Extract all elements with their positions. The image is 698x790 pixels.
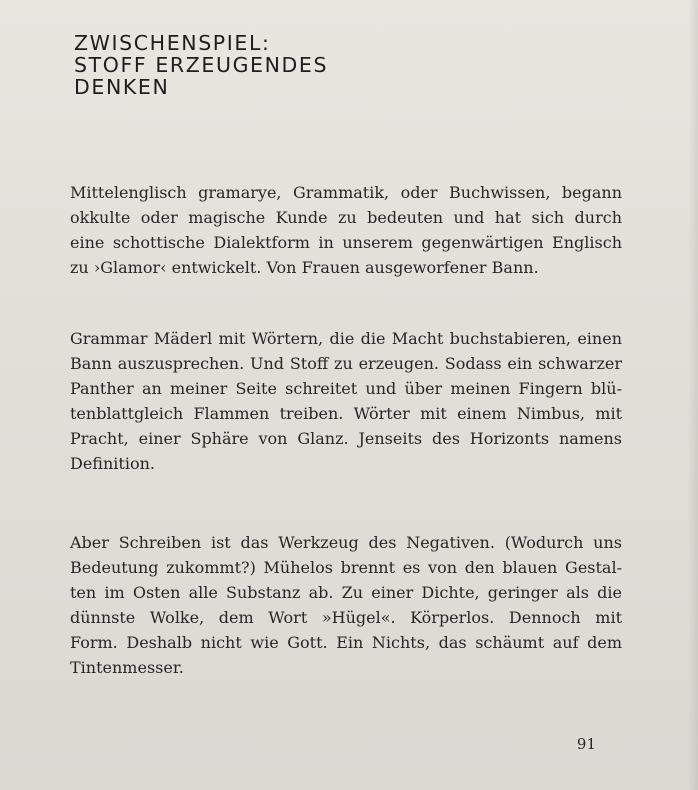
text-line: Tintenmesser. — [70, 658, 184, 677]
text-line: dünnste Wolke, dem Wort »Hügel«. Körperlos. Dennoch mit — [70, 608, 622, 627]
paragraph-1 — [70, 180, 622, 280]
text-line: Grammar Mäderl mit Wörtern, die die Macht buchstabieren, einen — [70, 329, 622, 348]
text-line: zu ›Glamor‹ entwickelt. Von Frauen ausgeworfener Bann. — [70, 258, 539, 277]
heading-line: STOFF ERZEUGENDES — [74, 53, 329, 77]
text-line: Bedeutung zukommt?) Mühelos brennt es von den blauen Gestal- — [70, 558, 622, 577]
text-line: Bann auszusprechen. Und Stoff zu erzeugen. Sodass ein schwarzer — [70, 354, 622, 373]
text-line: tenblattgleich Flammen treiben. Wörter mit einem Nimbus, mit — [70, 404, 622, 423]
text-line: Aber Schreiben ist das Werkzeug des Negativen. (Wodurch uns — [70, 533, 622, 552]
paragraph-2 — [70, 326, 622, 476]
text-line: Pracht, einer Sphäre von Glanz. Jenseits des Horizonts namens — [70, 429, 622, 448]
paragraph-3 — [70, 530, 622, 680]
text-line: Mittelenglisch gramarye, Grammatik, oder Buchwissen, begann — [70, 183, 622, 202]
text-line: eine schottische Dialektform in unserem gegenwärtigen Englisch — [70, 233, 622, 252]
text-line: okkulte oder magische Kunde zu bedeuten und hat sich durch — [70, 208, 622, 227]
heading-line: ZWISCHENSPIEL: — [74, 31, 271, 55]
text-line: Panther an meiner Seite schreitet und über meinen Fingern blü- — [70, 379, 622, 398]
page-number: 91 — [576, 735, 596, 753]
text-line: Form. Deshalb nicht wie Gott. Ein Nichts, das schäumt auf dem — [70, 633, 622, 652]
chapter-heading — [74, 32, 474, 98]
text-line: ten im Osten alle Substanz ab. Zu einer Dichte, geringer als die — [70, 583, 622, 602]
heading-line: DENKEN — [74, 75, 170, 99]
text-line: Definition. — [70, 454, 155, 473]
